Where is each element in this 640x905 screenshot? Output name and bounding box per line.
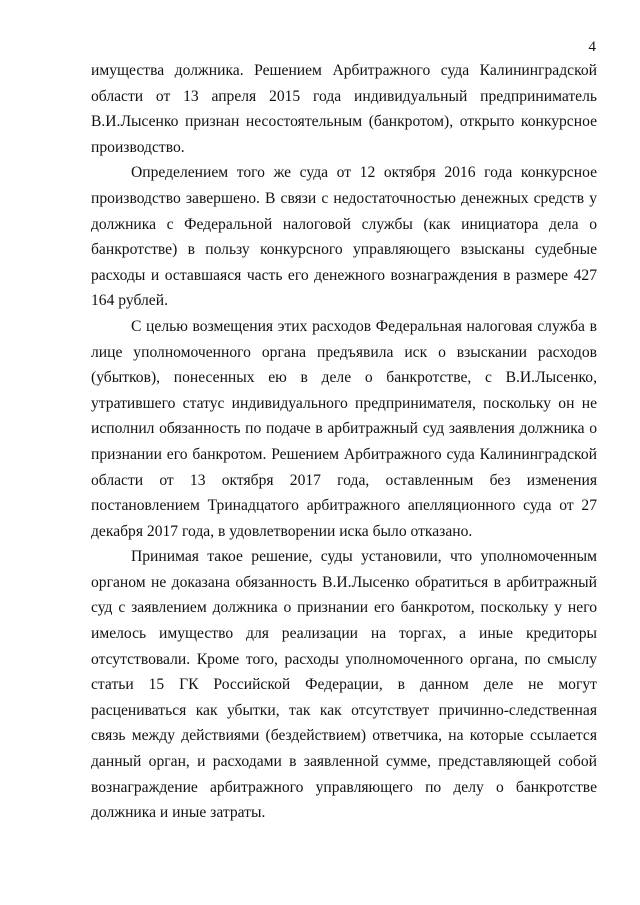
paragraph-2: Определением того же суда от 12 октября 2016 года конкурсное производство завершено. В связи с недостаточностью денежных средств у должника с Федеральной налоговой службы (как инициатора дела о банкротстве) в пользу конкурсного управляющего взысканы судебные расходы и оставшаяся часть его денежного вознаграждения в размере 427 164 рублей. <box>91 164 597 310</box>
paragraph-3: С целью возмещения этих расходов Федеральная налоговая служба в лице уполномоченного органа предъявила иск о взыскании расходов (убытков), понесенных ею в деле о банкротстве, с В.И.Лысенко, утратившего статус индивидуального предпринимателя, поскольку он не исполнил обязанность по подаче в арбитражный суд заявления должника о признании его банкротом. Решением Арбитражного суда Калининградской области от 13 октября 2017 года, оставленным без изменения постановлением Тринадцатого арбитражного апелляционного суда от 27 декабря 2017 года, в удовлетворении иска было отказано. <box>91 317 597 540</box>
document-body <box>91 58 597 826</box>
paragraph-4: Принимая такое решение, суды установили, что уполномоченным органом не доказана обязанность В.И.Лысенко обратиться в арбитражный суд с заявлением должника о признании его банкротом, поскольку у него имелось имущество для реализации на торгах, а иные кредиторы отсутствовали. Кроме того, расходы уполномоченного органа, по смыслу статьи 15 ГК Российской Федерации, в данном деле не могут расцениваться как убытки, так как отсутствует причинно-следственная связь между действиями (бездействием) ответчика, на которые ссылается данный орган, и расходами в заявленной сумме, представляющей собой вознаграждение арбитражного управляющего по делу о банкротстве должника и иные затраты. <box>91 548 597 822</box>
paragraph-1: имущества должника. Решением Арбитражного суда Калининградской области от 13 апреля 2015 года индивидуальный предприниматель В.И.Лысенко признан несостоятельным (банкротом), открыто конкурсное производство. <box>91 62 597 156</box>
page-number: 4 <box>588 39 596 55</box>
